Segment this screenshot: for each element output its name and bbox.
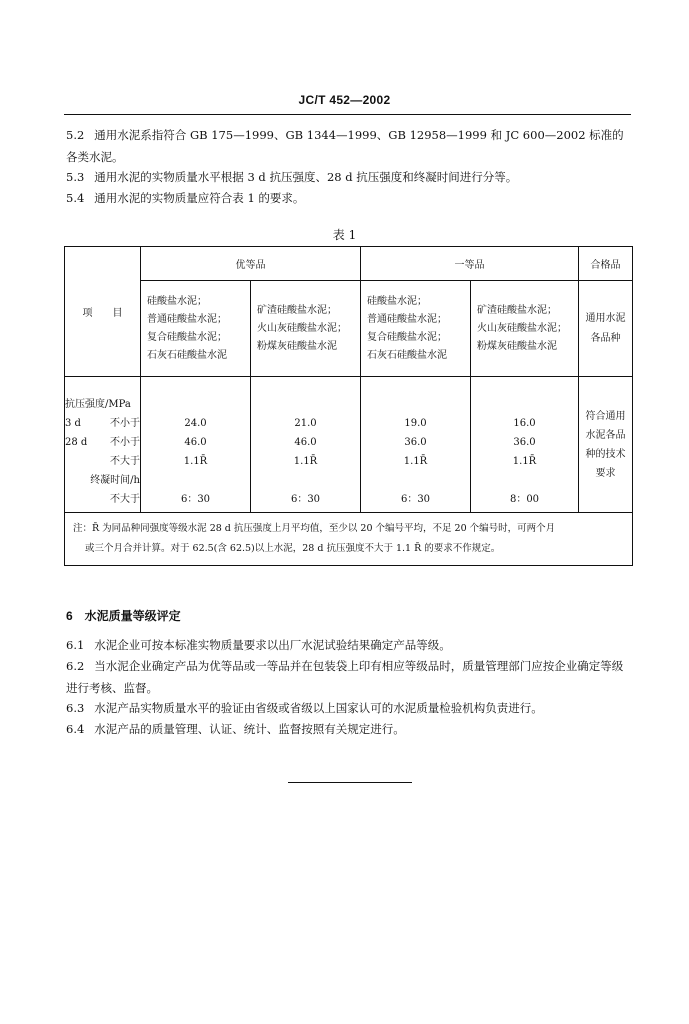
- page-header-standard-code: JC/T 452—2002: [298, 93, 391, 107]
- clause-number: 6.4: [66, 722, 85, 736]
- clause-text: 通用水泥系指符合 GB 175—1999、GB 1344—1999、GB 12958—1999 和 JC 600—2002 标准的各类水泥。: [66, 128, 624, 164]
- cement-types-first-a: 硅酸盐水泥； 普通硅酸盐水泥； 复合硅酸盐水泥； 石灰石硅酸盐水泥: [361, 281, 471, 377]
- clause-number: 6.2: [66, 659, 85, 673]
- clause-text: 通用水泥的实物质量应符合表 1 的要求。: [94, 191, 305, 205]
- clause-number: 6.3: [66, 701, 85, 715]
- clause-text: 水泥产品实物质量水平的验证由省级或省级以上国家认可的水泥质量检验机构负责进行。: [94, 701, 543, 715]
- table-note: 注：R̄ 为同品种同强度等级水泥 28 d 抗压强度上月平均值，至少以 20 个编号平均，不足 20 个编号时，可两个月 或三个月合并计算。对于 62.5(含 62.5)以上水泥，28 d 抗压强度不大于 1.1 R̄ 的要求不作规定。: [65, 513, 633, 566]
- grade-header-qualified: 合格品: [579, 247, 633, 281]
- values-first-a: 19.0 36.0 1.1R̄ 6：30: [361, 377, 471, 513]
- end-of-document-rule: [288, 782, 412, 783]
- cement-types-superior-b: 矿渣硅酸盐水泥； 火山灰硅酸盐水泥； 粉煤灰硅酸盐水泥: [251, 281, 361, 377]
- clause-number: 5.2: [66, 128, 85, 142]
- clause-number: 6.1: [66, 638, 85, 652]
- clause-text: 水泥企业可按本标准实物质量要求以出厂水泥试验结果确定产品等级。: [94, 638, 451, 652]
- values-first-b: 16.0 36.0 1.1R̄ 8：00: [471, 377, 579, 513]
- clause-text: 当水泥企业确定产品为优等品或一等品并在包装袋上印有相应等级品时，质量管理部门应按企业确定等级进行考核、监督。: [66, 659, 624, 695]
- item-header: 项 目: [82, 308, 123, 319]
- quality-table: [64, 246, 633, 566]
- clause-5-3: [66, 166, 632, 188]
- clause-6-3: [66, 697, 632, 719]
- clause-number: 5.3: [66, 170, 85, 184]
- clause-6-1: [66, 634, 632, 656]
- qualified-requirement: 符合通用 水泥各品 种的技术 要求: [579, 377, 633, 513]
- clause-6-4: [66, 718, 632, 740]
- values-superior-a: 24.0 46.0 1.1R̄ 6：30: [141, 377, 251, 513]
- table-caption: 表 1: [332, 228, 357, 242]
- header-rule: [64, 114, 631, 115]
- clause-number: 5.4: [66, 191, 85, 205]
- grade-header-superior: 优等品: [141, 247, 361, 281]
- values-superior-b: 21.0 46.0 1.1R̄ 6：30: [251, 377, 361, 513]
- cement-types-qualified: 通用水泥 各品种: [579, 281, 633, 377]
- grade-header-first: 一等品: [361, 247, 579, 281]
- clause-5-2: [66, 124, 632, 168]
- cement-types-first-b: 矿渣硅酸盐水泥； 火山灰硅酸盐水泥； 粉煤灰硅酸盐水泥: [471, 281, 579, 377]
- clause-6-2: [66, 655, 632, 699]
- clause-text: 水泥产品的质量管理、认证、统计、监督按照有关规定进行。: [94, 722, 405, 736]
- clause-5-4: [66, 187, 632, 209]
- clause-text: 通用水泥的实物质量水平根据 3 d 抗压强度、28 d 抗压强度和终凝时间进行分等。: [94, 170, 518, 184]
- cement-types-superior-a: 硅酸盐水泥； 普通硅酸盐水泥； 复合硅酸盐水泥； 石灰石硅酸盐水泥: [141, 281, 251, 377]
- row-labels: 抗压强度/MPa 3 d 不小于 28 d 不小于 不大于 终凝时间/h 不大于: [65, 377, 141, 513]
- section-6-title: 6 水泥质量等级评定: [66, 609, 181, 623]
